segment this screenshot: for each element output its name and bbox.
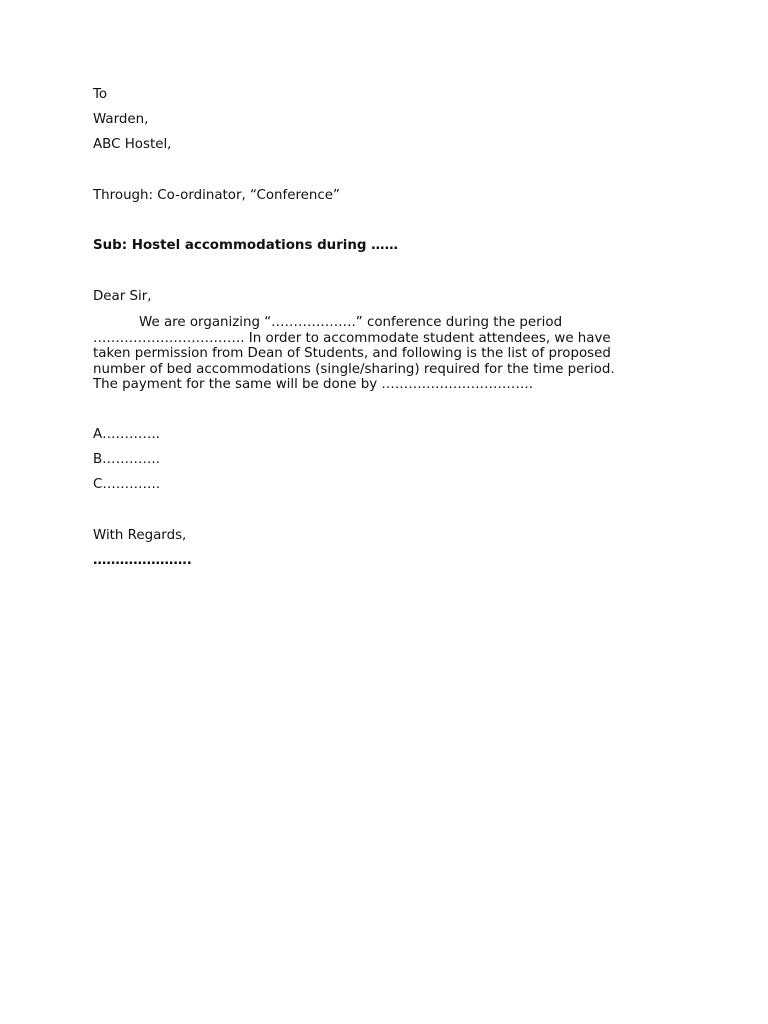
list-item-a: A…………. <box>93 427 160 442</box>
body-line: number of bed accommodations (single/sharing) required for the time period. <box>93 361 615 377</box>
through-line: Through: Co-ordinator, “Conference” <box>93 188 340 203</box>
body-line: ……………………………. In order to accommodate student attendees, we have <box>93 330 611 346</box>
list-item-c: C…………. <box>93 477 161 492</box>
salutation: Dear Sir, <box>93 289 152 304</box>
institution-line: ABC Hostel, <box>93 137 172 152</box>
subject-line: Sub: Hostel accommodations during …… <box>93 238 398 253</box>
body-line: The payment for the same will be done by ……………………………. <box>93 377 533 392</box>
recipient-line: Warden, <box>93 112 149 127</box>
body-line: We are organizing “……………….” conference during the period <box>139 315 563 330</box>
body-paragraph <box>93 315 663 393</box>
signature-line: …………………. <box>93 553 192 568</box>
closing-line: With Regards, <box>93 528 187 543</box>
to-line: To <box>93 87 108 102</box>
list-item-b: B…………. <box>93 452 161 467</box>
body-line: taken permission from Dean of Students, and following is the list of proposed <box>93 346 611 361</box>
